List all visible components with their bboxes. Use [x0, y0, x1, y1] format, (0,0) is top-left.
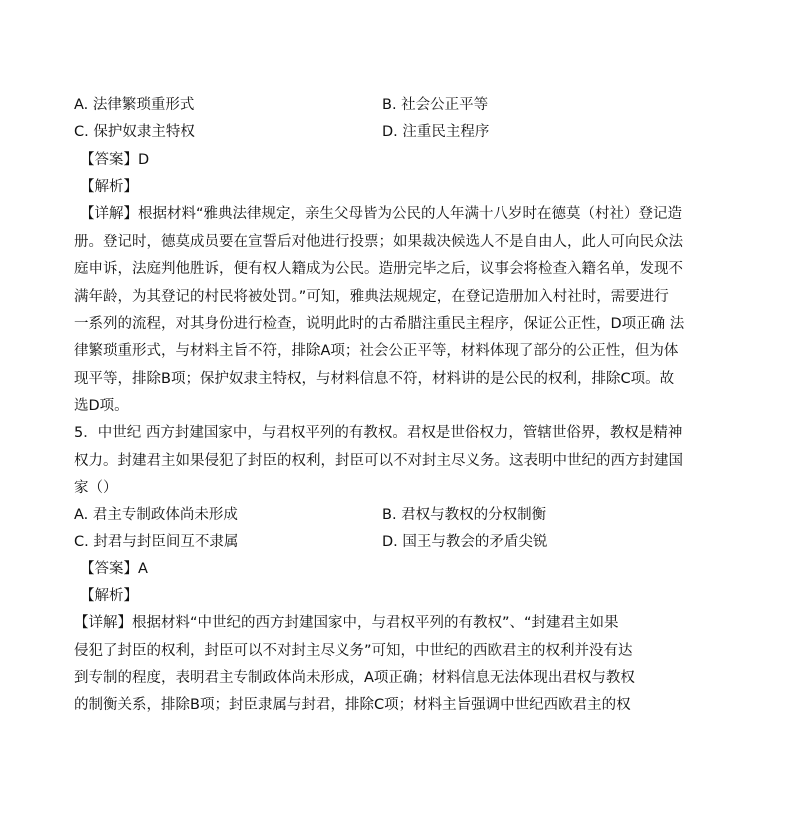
q5-option-c: C. 封君与封臣间互不隶属 [74, 534, 239, 550]
q5-answer: 【答案】A [80, 561, 148, 577]
q4-option-a: A. 法律繁琐重形式 [74, 97, 195, 113]
q5-detail-line: 侵犯了封臣的权利，封臣可以不对封主尽义务”可知，中世纪的西欧君主的权利并没有达 [74, 643, 633, 659]
q4-detail-line: 册。登记时，德莫成员要在宣誓后对他进行投票；如果裁决候选人不是自由人，此人可向民众法 [74, 234, 683, 250]
q4-option-c: C. 保护奴隶主特权 [74, 124, 195, 140]
q5-stem-line: 权力。封建君主如果侵犯了封臣的权利，封臣可以不对封主尽义务。这表明中世纪的西方封建国 [74, 453, 683, 469]
q4-detail-line: 选D项。 [74, 398, 129, 414]
q4-detail-line: 【详解】根据材料“雅典法律规定，亲生父母皆为公民的人年满十八岁时在德莫（村社）登记造 [80, 206, 683, 222]
q5-detail-line: 的制衡关系，排除B项；封臣隶属与封君，排除C项；材料主旨强调中世纪西欧君主的权 [74, 697, 631, 713]
q4-detail-line: 满年龄，为其登记的村民将被处罚。”可知，雅典法规规定，在登记造册加入村社时，需要进行 [74, 289, 669, 305]
q4-detail-line: 一系列的流程，对其身份进行检查，说明此时的古希腊注重民主程序，保证公正性，D项正确 法 [74, 316, 685, 332]
q4-detail-line: 律繁琐重形式，与材料主旨不符，排除A项；社会公正平等，材料体现了部分的公正性，但为体 [74, 343, 679, 359]
q5-detail-line: 到专制的程度，表明君主专制政体尚未形成，A项正确；材料信息无法体现出君权与教权 [74, 670, 635, 686]
q4-analysis-label: 【解析】 [80, 179, 138, 195]
q4-detail-line: 现平等，排除B项；保护奴隶主特权，与材料信息不符，材料讲的是公民的权利，排除C项。故 [74, 371, 675, 387]
q4-answer: 【答案】D [80, 152, 150, 168]
q5-option-a: A. 君主专制政体尚未形成 [74, 507, 238, 523]
q4-option-d: D. 注重民主程序 [382, 124, 490, 140]
q5-option-d: D. 国王与教会的矛盾尖锐 [382, 534, 548, 550]
q5-analysis-label: 【解析】 [80, 588, 138, 604]
q5-option-b: B. 君权与教权的分权制衡 [382, 507, 547, 523]
q4-option-b: B. 社会公正平等 [382, 97, 489, 113]
q5-stem-line: 5．中世纪 西方封建国家中，与君权平列的有教权。君权是世俗权力，管辖世俗界，教权是精神 [74, 425, 683, 441]
q5-stem-line: 家（） [74, 480, 118, 496]
q4-detail-line: 庭申诉，法庭判他胜诉，便有权人籍成为公民。造册完毕之后，议事会将检查入籍名单，发现不 [74, 261, 683, 277]
q5-detail-line: 【详解】根据材料“中世纪的西方封建国家中，与君权平列的有教权”、“封建君主如果 [74, 615, 619, 631]
